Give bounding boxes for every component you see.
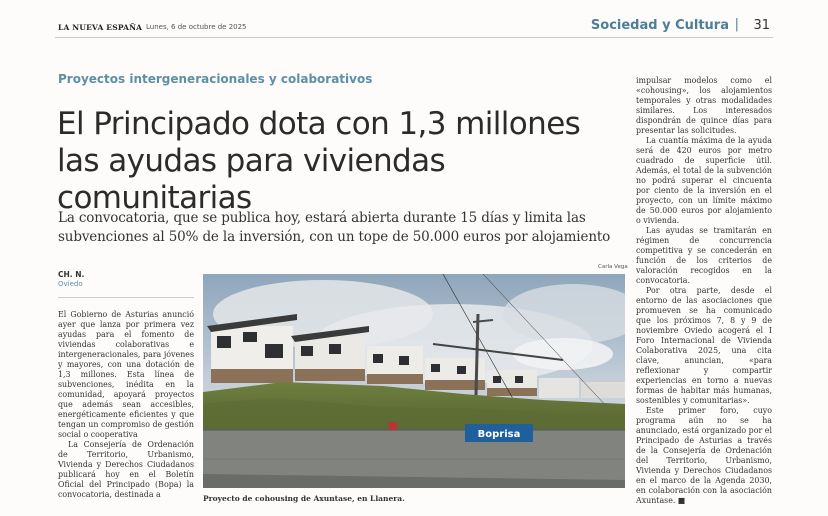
article-byline: CH. N. — [58, 270, 85, 279]
page-header — [55, 19, 773, 38]
photo-caption — [203, 494, 405, 503]
paragraph: La Consejería de Ordenación de Territorio, Urbanismo, Vivienda y Derechos Ciudadanos publicará hoy en el Boletín Oficial del Principado (Bopa) la convocatoria, destinada a — [58, 440, 194, 499]
newspaper-brand: LA NUEVA ESPAÑA — [58, 23, 143, 32]
paragraph: El Gobierno de Asturias anunció ayer que lanza por primera vez ayudas para el fomento de viviendas colaborativas e intergeneracionales, para jóvenes y mayores, con una dotación de 1,3 millones. Esta línea de subvenciones, inédita en la comunidad, apoyará proyectos que además sean accesibles, energéticamente eficientes y que tengan un compromiso de gestión social o cooperativa — [58, 310, 195, 439]
sign-label: Boprisa — [477, 429, 521, 440]
paragraph: Las ayudas se tramitarán en régimen de concurrencia competitiva y se concederán en función de los criterios de valoración recogidos en la convocatoria. — [636, 226, 772, 285]
building-5 — [487, 370, 537, 396]
page-number: 31 — [753, 18, 770, 33]
cohousing-photo-illustration — [203, 274, 625, 488]
header-separator: | — [734, 17, 739, 32]
section-title: Sociedad y Cultura — [590, 18, 729, 33]
article-kicker: Proyectos intergeneracionales y colaborativos — [58, 72, 373, 86]
article-photo — [203, 274, 625, 488]
article-column-3 — [636, 76, 772, 506]
issue-date: Lunes, 6 de octubre de 2025 — [146, 23, 247, 31]
paragraph: Por otra parte, desde el entorno de las asociaciones que promueven se ha comunicado que los próximos 7, 8 y 9 de noviembre Oviedo acogerá el I Foro Internacional de Vivienda Colaborativa 2025, una cita clave, anuncian, «para reflexionar y compartir experiencias en torno a nuevas formas de habitar más humanas, sostenibles y comunitarias». — [636, 286, 772, 405]
paragraph: impulsar modelos como el «cohousing», los alojamientos temporales y otras modalidades similares. Los interesados dispondrán de quince días para presentar las solicitudes. — [636, 76, 772, 135]
building-3 — [367, 346, 423, 384]
article-column-1 — [58, 310, 194, 500]
paragraph: Este primer foro, cuyo programa aún no se ha anunciado, está organizado por el Principado de Asturias a través de la Consejería de Ordenación del Territorio, Urbanismo, Vivienda y Derechos Ciudadanos en el marco de la Agenda 2030, en colaboración con la asociación Axuntase. ■ — [636, 406, 772, 505]
small-sign — [389, 422, 397, 430]
article-location: Oviedo — [58, 280, 83, 288]
article-headline: El Principado dota con 1,3 millones las ayudas para viviendas comunitarias — [57, 106, 581, 216]
paragraph: La cuantía máxima de la ayuda será de 420 euros por metro cuadrado de superficie útil. Además, el total de la subvención no podrá superar el cincuenta por ciento de la inversión en el proyecto, con un límite máximo de 50.000 euros por alojamiento o vivienda. — [636, 136, 772, 225]
article-subheadline: La convocatoria, que se publica hoy, estará abierta durante 15 días y limita las subvenciones al 50% de la inversión, con un tope de 50.000 euros por alojamiento — [58, 210, 611, 245]
byline-divider — [58, 297, 194, 298]
caption-text: Proyecto de cohousing de Axuntase, en Llanera. — [203, 494, 405, 503]
photo-credit: Carla Vega — [598, 264, 628, 270]
